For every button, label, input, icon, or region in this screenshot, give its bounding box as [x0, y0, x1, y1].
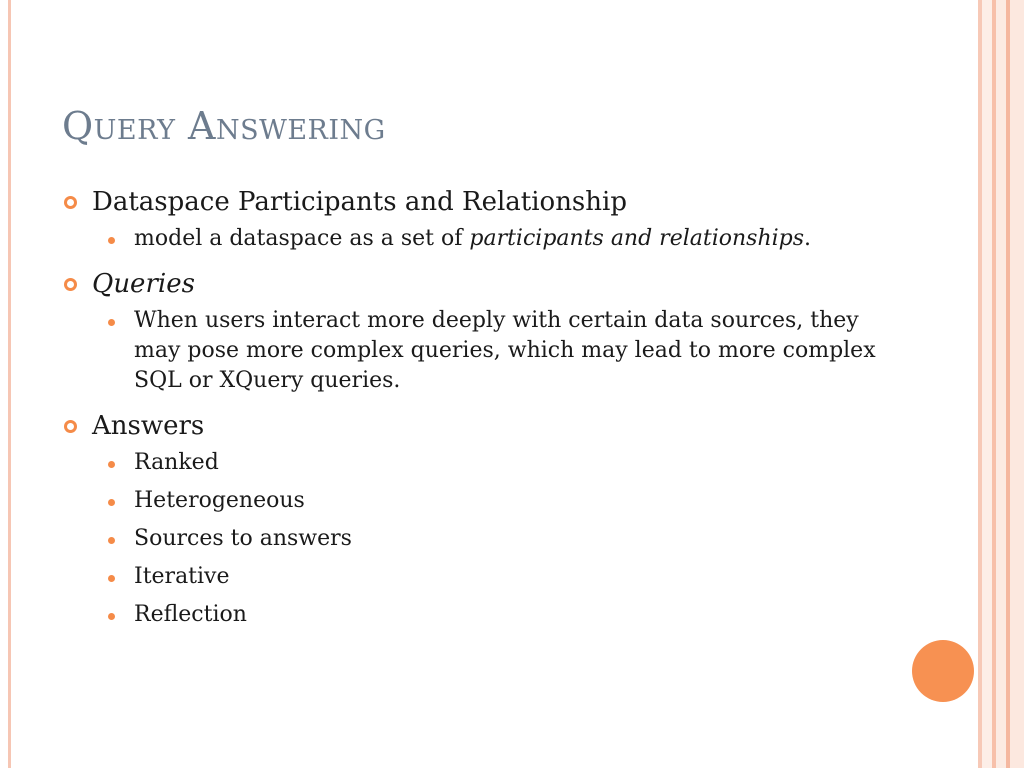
- dot-bullet-icon: [108, 319, 115, 326]
- ring-bullet-icon: [64, 420, 77, 433]
- list-item: [62, 486, 882, 516]
- item-text: Sources to answers: [134, 526, 352, 551]
- item-text: Heterogeneous: [134, 488, 305, 513]
- list-item: [62, 524, 882, 554]
- section-heading-queries: [62, 268, 882, 300]
- item-text: Reflection: [134, 602, 247, 627]
- section-heading-text: Dataspace Participants and Relationship: [92, 187, 627, 217]
- slide-content: [62, 186, 882, 638]
- dot-bullet-icon: [108, 575, 115, 582]
- list-item: [62, 306, 882, 396]
- section-heading-text: Answers: [92, 411, 205, 441]
- dot-bullet-icon: [108, 237, 115, 244]
- item-text-italic: participants and relationships: [469, 226, 805, 251]
- left-border-decoration: [8, 0, 11, 768]
- item-text: model a dataspace as a set of: [134, 226, 470, 251]
- list-item: [62, 562, 882, 592]
- right-stripes-decoration: [978, 0, 1024, 768]
- dot-bullet-icon: [108, 537, 115, 544]
- item-text: Iterative: [134, 564, 230, 589]
- slide-title: Query Answering: [62, 104, 386, 148]
- section-heading-participants: [62, 186, 882, 218]
- section-heading-text: Queries: [92, 269, 195, 299]
- ring-bullet-icon: [64, 196, 77, 209]
- item-text-after: .: [804, 226, 812, 251]
- dot-bullet-icon: [108, 499, 115, 506]
- dot-bullet-icon: [108, 461, 115, 468]
- list-item: [62, 224, 882, 254]
- list-item: [62, 448, 882, 478]
- item-text: Ranked: [134, 450, 219, 475]
- list-item: [62, 600, 882, 630]
- ring-bullet-icon: [64, 278, 77, 291]
- section-heading-answers: [62, 410, 882, 442]
- item-text: When users interact more deeply with certain data sources, they may pose more complex queries, which may lead to more complex SQL or XQuery queries.: [134, 308, 876, 393]
- orange-circle-decoration: [912, 640, 974, 702]
- dot-bullet-icon: [108, 613, 115, 620]
